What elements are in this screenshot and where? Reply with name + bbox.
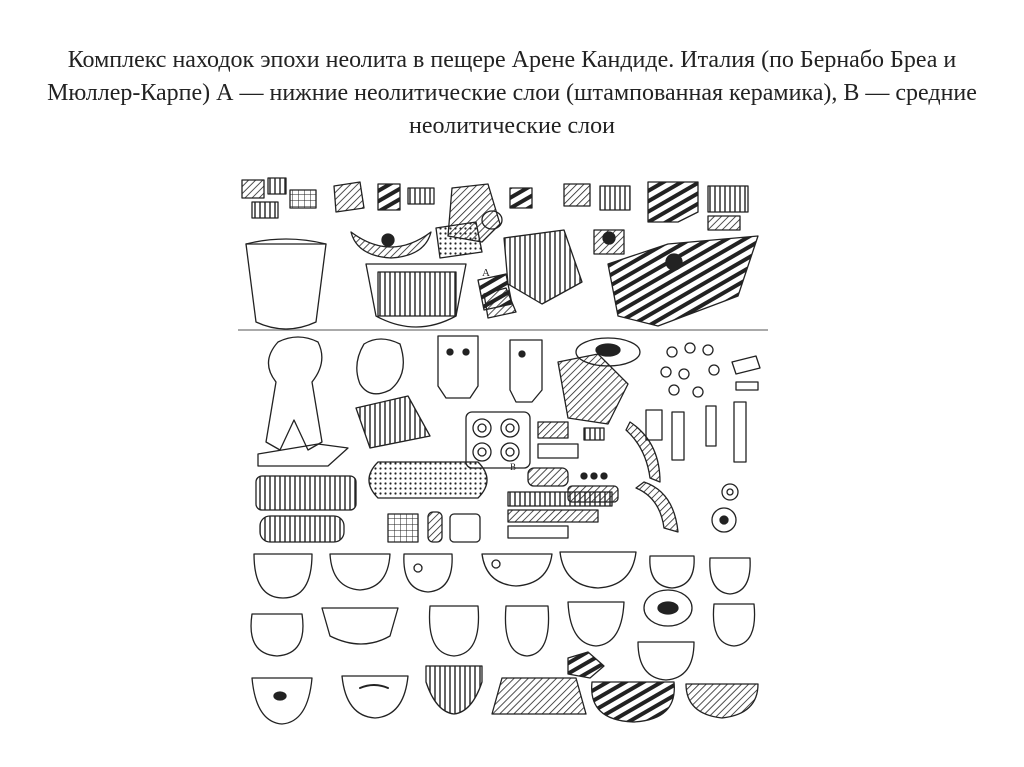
spiral-stamp [466,412,530,468]
artifact-plate-illustration [238,176,768,738]
large-pot [246,244,326,329]
sherd [268,178,286,194]
sherd [648,182,698,222]
cup [650,556,694,588]
slide-title: Комплекс находок эпохи неолита в пещере Арене Кандиде. Италия (по Бернабо Бреа и Мюллер-Карпе) А — нижние неолитические слои (штампованная керамика), В — средние неолитические слои [47,47,977,139]
bowl [342,676,408,718]
sherd [708,186,748,212]
flat-object [258,444,348,466]
sherd-large-striped [608,236,758,326]
sherd [408,188,434,204]
decorated-bowl [492,678,586,714]
bowl [560,552,636,588]
bowl [254,554,312,598]
sherd [436,222,482,258]
sherd-large [504,230,582,304]
cup [404,554,452,592]
sherd [378,184,400,210]
spiral-bowl [592,682,675,722]
decorated-plaque [356,396,430,448]
section-b-beads [646,343,760,462]
figurine [357,339,404,394]
vase [251,614,303,656]
sherd [478,274,512,310]
globular-bowl [638,642,694,680]
bowl [330,554,390,590]
ribbed-plaque [256,476,356,510]
sherd [600,186,630,210]
decorated-bowl [686,684,758,718]
trapezoid-bowl [322,608,398,644]
section-a-label: A [482,267,490,279]
bowl-handled [482,554,552,586]
sherd [564,184,590,206]
sherd [510,188,532,208]
figurine-head [438,336,478,398]
hook-tool [636,482,678,532]
bowl [568,602,624,646]
cup [710,558,750,594]
bone-bar [508,510,598,522]
sherd-knob [603,232,615,244]
sherd [252,202,278,218]
section-b-vessels [251,552,758,724]
curved-blade [626,422,660,482]
sherd-knob [382,234,394,246]
sherd [334,182,364,212]
section-b-label: B [510,462,517,472]
sherd [242,180,264,198]
bone-bar [508,492,612,506]
sherd-decorated [568,652,604,678]
ribbed-plaque [260,516,344,542]
bone-tool [706,406,716,446]
bone-tool [646,410,662,440]
cup [713,604,754,646]
bone-tool [672,412,684,460]
decorated-jar [426,666,482,714]
sherd-knob [666,254,682,270]
dotted-tablet [369,462,487,498]
section-b-tools [256,412,738,542]
deep-bowl [430,606,479,656]
sherd [290,190,316,208]
sherd [708,216,740,230]
deep-bowl [505,606,548,656]
bowl [252,678,312,724]
figurine-torso [266,337,322,450]
bone-tool [734,402,746,462]
figurine-head [510,340,542,402]
